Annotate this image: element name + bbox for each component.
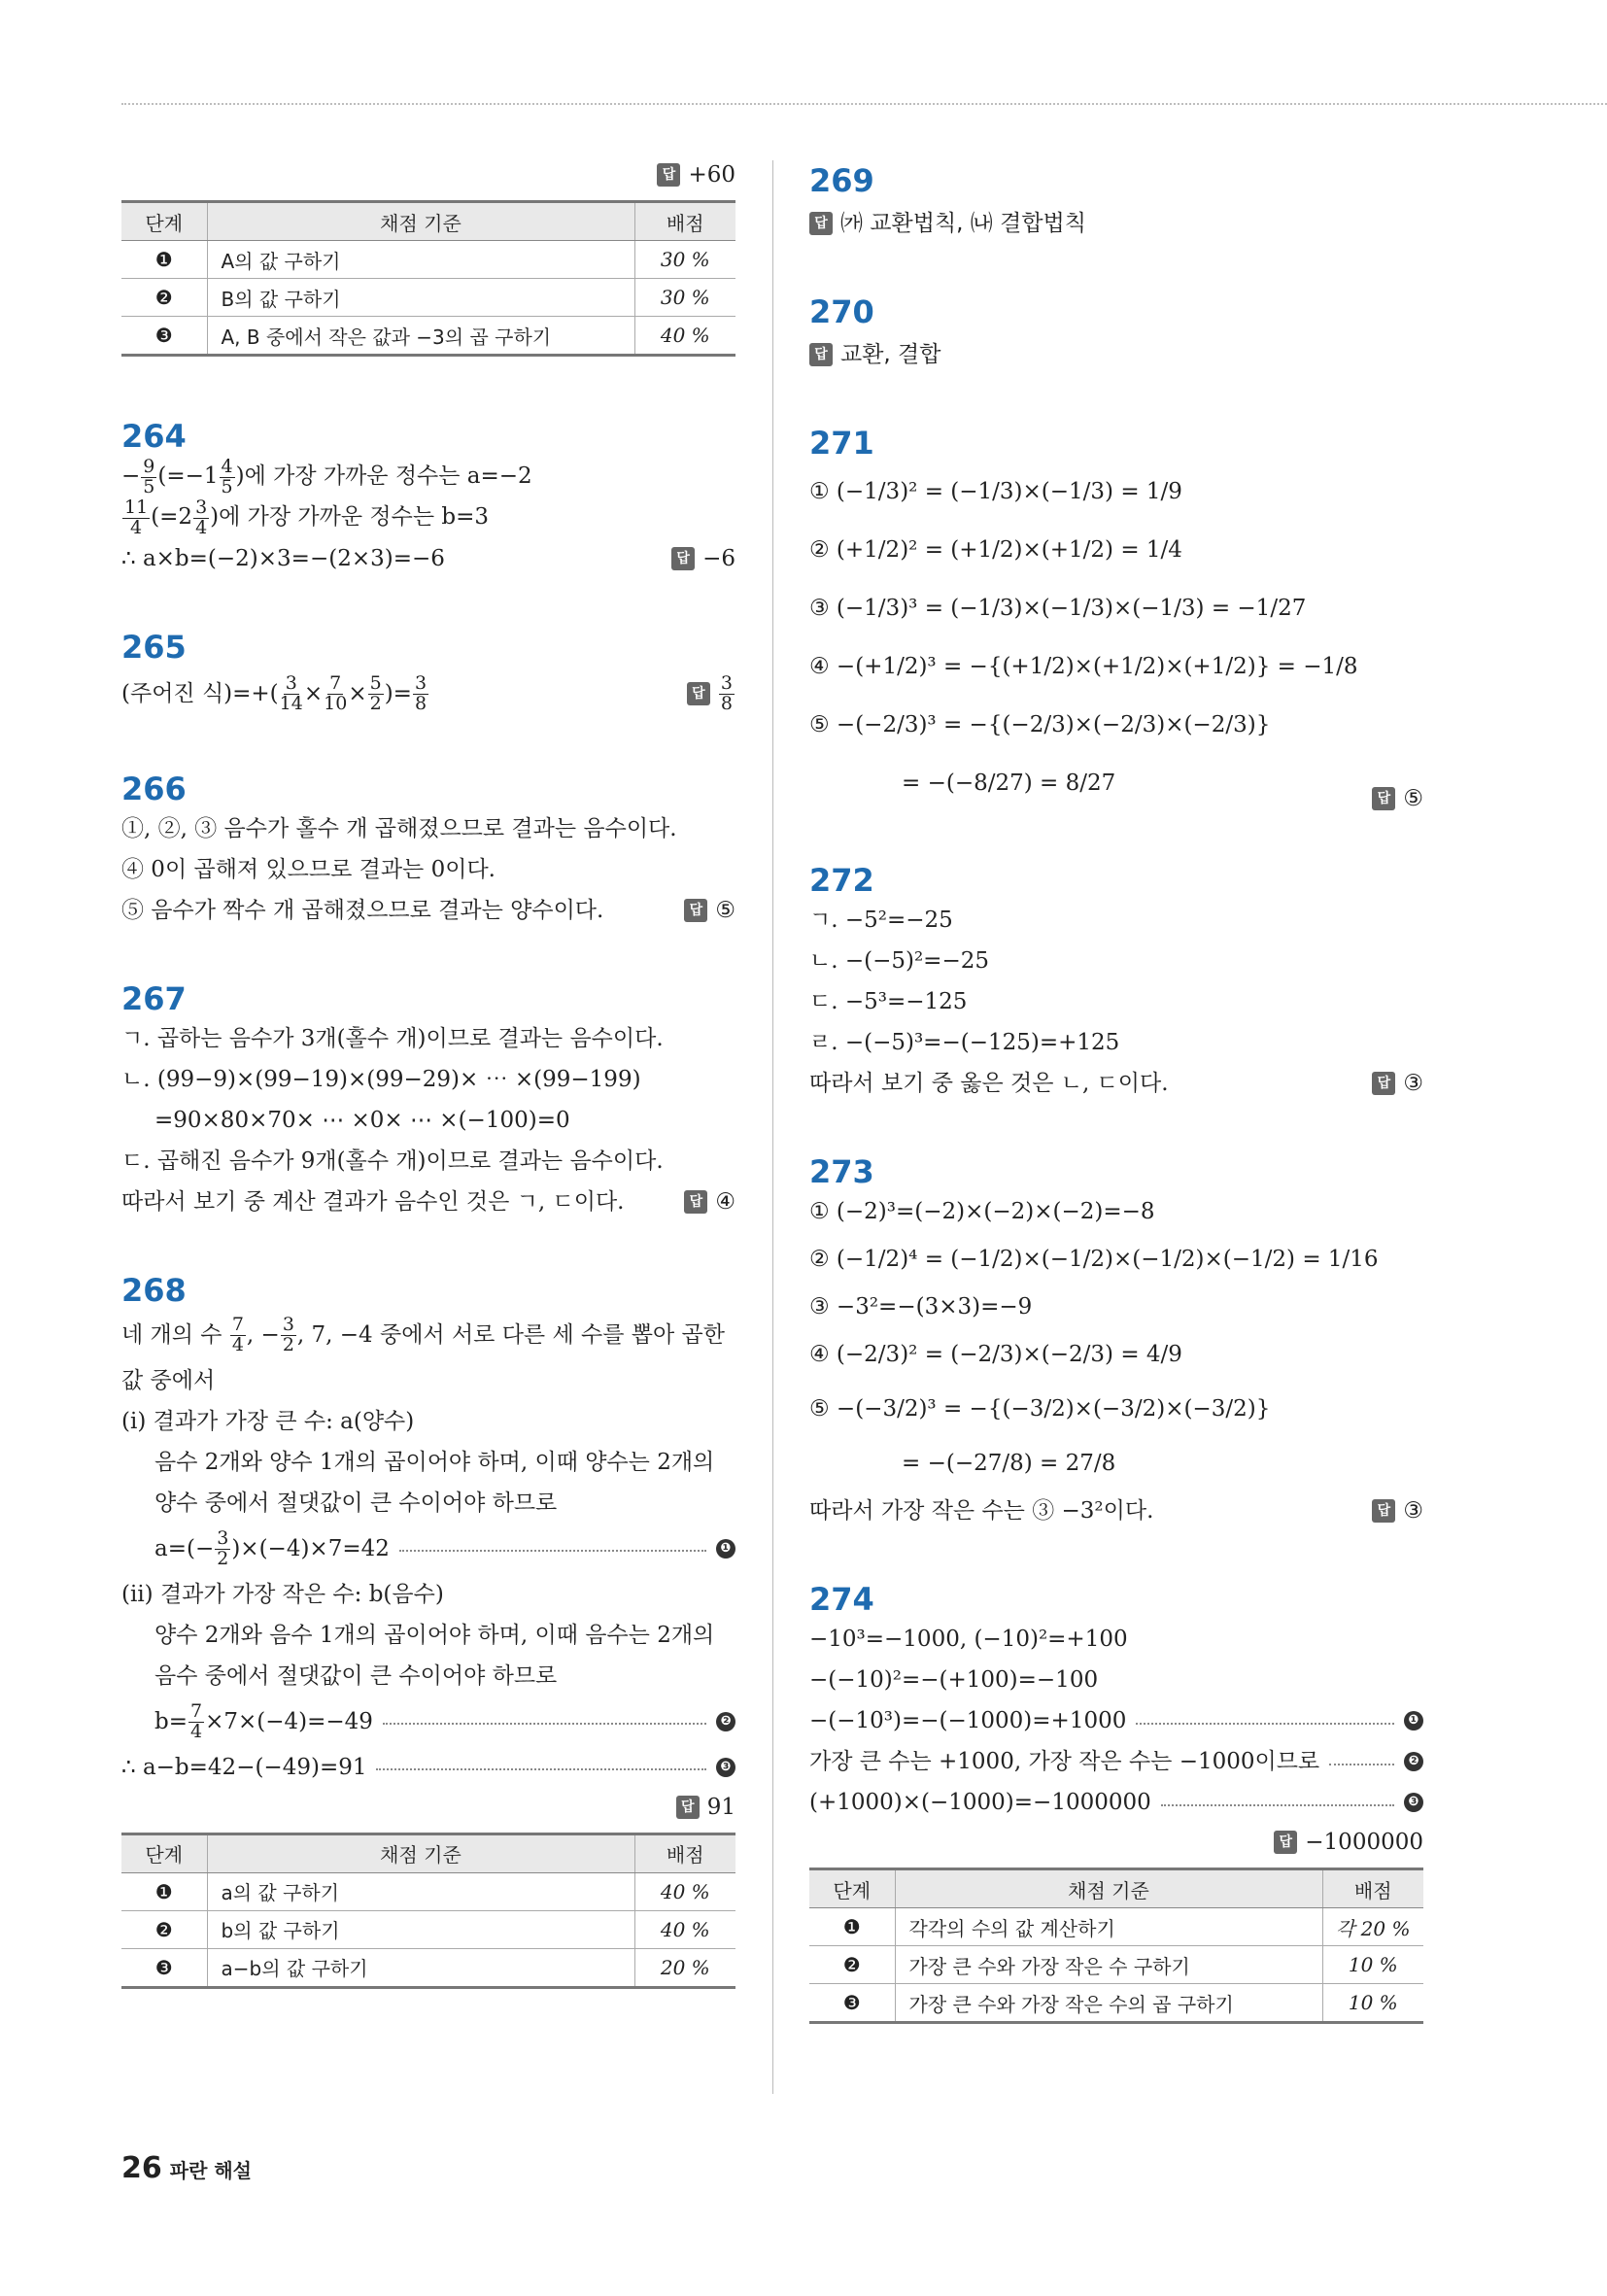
answer-badge-icon: 답 — [676, 1796, 700, 1819]
answer-263: 답 +60 — [121, 155, 735, 194]
p274-line-4: 가장 큰 수는 +1000, 가장 작은 수는 −1000이므로 ❷ — [809, 1741, 1423, 1782]
step-marker-1: ❶ — [716, 1539, 735, 1559]
p267-line-3: =90×80×70× ⋯ ×0× ⋯ ×(−100)=0 — [154, 1107, 570, 1133]
step-marker-1: ❶ — [1404, 1711, 1423, 1731]
problem-number-266: 266 — [121, 770, 187, 807]
p273-line-6: = −(−27/8) = 27/8 — [902, 1451, 1116, 1476]
p271-line-3: ③ (−1/3)³ = (−1/3)×(−1/3)×(−1/3) = −1/27 — [809, 596, 1307, 621]
step-marker-3: ❸ — [1404, 1793, 1423, 1812]
p264-line-1: − $\frac{9}{5}$ (=−1 $\frac{4}{5}$ )에 가장 가까운 정수는 a=−2 — [121, 455, 532, 497]
page-footer — [121, 2151, 252, 2185]
p268-line-7: (ⅱ) 결과가 가장 작은 수: b(음수) — [121, 1581, 444, 1607]
problem-number-273: 273 — [809, 1153, 874, 1190]
th-step: 단계 — [121, 202, 207, 241]
table-row: ❷ B의 값 구하기 30 % — [121, 279, 735, 317]
problem-number-265: 265 — [121, 628, 187, 666]
problem-number-274: 274 — [809, 1581, 874, 1618]
answer-badge-icon: 답 — [1274, 1831, 1297, 1854]
answer-badge-icon: 답 — [1372, 787, 1395, 810]
p272-line-4: ㄹ. −(−5)³=−(−125)=+125 — [809, 1030, 1120, 1055]
scoring-table-268: 단계 채점 기준 배점 ❶ a의 값 구하기 40 % ❷ b의 값 구하기 40 % ❸ a−b의 값 구하기 20 % — [121, 1833, 735, 1989]
table-row: ❶ a의 값 구하기 40 % — [121, 1872, 735, 1910]
p271-line-2: ② (+1/2)² = (+1/2)×(+1/2) = 1/4 — [809, 537, 1182, 563]
p272-line-5: 따라서 보기 중 옳은 것은 ㄴ, ㄷ이다. 답 ③ — [809, 1071, 1423, 1096]
th-score: 배점 — [634, 202, 735, 241]
p266-line-2: ④ 0이 곱해져 있으므로 결과는 0이다. — [121, 856, 496, 882]
answer-274: 답 −1000000 — [809, 1823, 1423, 1862]
table-row: ❷ b의 값 구하기 40 % — [121, 1910, 735, 1948]
answer-269: 답 ㈎ 교환법칙, ㈏ 결합법칙 — [809, 200, 1423, 244]
answer-badge-icon: 답 — [687, 682, 710, 705]
p264-line-2: $\frac{11}{4}$ (=2 $\frac{3}{4}$ )에 가장 가까운 정수는 b=3 — [124, 497, 489, 538]
page-number: 26 — [121, 2151, 162, 2185]
p274-line-5: (+1000)×(−1000)=−1000000 ❸ — [809, 1782, 1423, 1823]
p266-line-3: ⑤ 음수가 짝수 개 곱해졌으므로 결과는 양수이다. 답 ⑤ — [121, 897, 735, 923]
answer-270: 답 교환, 결합 — [809, 331, 1423, 375]
problem-number-268: 268 — [121, 1271, 187, 1309]
scoring-table-263 — [121, 200, 735, 357]
p272-line-3: ㄷ. −5³=−125 — [809, 989, 968, 1014]
p268-line-3: (ⅰ) 결과가 가장 큰 수: a(양수) — [121, 1408, 415, 1434]
p268-line-5: 양수 중에서 절댓값이 큰 수이어야 하므로 — [154, 1490, 558, 1516]
page-label: 파란 해설 — [169, 2159, 252, 2182]
table-row: ❸ A, B 중에서 작은 값과 −3의 곱 구하기 40 % — [121, 317, 735, 356]
p274-line-2: −(−10)²=−(+100)=−100 — [809, 1667, 1099, 1693]
p265-line-1: (주어진 식)=+( $\frac{3}{14}$ × $\frac{7}{10}$ × $\frac{5}{2}$ )= $\frac{3}{8}$ 답 3 8 — [121, 671, 733, 715]
answer-badge-icon: 답 — [684, 1190, 707, 1214]
answer-badge-icon: 답 — [671, 547, 695, 570]
p273-line-2: ② (−1/2)⁴ = (−1/2)×(−1/2)×(−1/2)×(−1/2) = 1/16 — [809, 1247, 1379, 1272]
p272-line-2: ㄴ. −(−5)²=−25 — [809, 948, 989, 974]
right-column — [809, 155, 1423, 2024]
answer-badge-icon: 답 — [1372, 1072, 1395, 1095]
problem-number-270: 270 — [809, 293, 874, 330]
problem-number-267: 267 — [121, 979, 187, 1017]
answer-badge-icon: 답 — [684, 899, 707, 922]
table-row: ❸ 가장 큰 수와 가장 작은 수의 곱 구하기 10 % — [809, 1984, 1423, 2023]
p267-line-1: ㄱ. 곱하는 음수가 3개(홀수 개)이므로 결과는 음수이다. — [121, 1025, 664, 1051]
top-dotted-rule — [121, 103, 1607, 105]
p268-line-11: ∴ a−b=42−(−49)=91 ❸ — [121, 1747, 735, 1788]
answer-badge-icon: 답 — [1372, 1499, 1395, 1523]
p268-line-8: 양수 2개와 음수 1개의 곱이어야 하며, 이때 음수는 2개의 — [154, 1622, 715, 1648]
p273-line-4: ④ (−2/3)² = (−2/3)×(−2/3) = 4/9 — [809, 1342, 1182, 1367]
p274-line-3: −(−10³)=−(−1000)=+1000 ❶ — [809, 1700, 1423, 1741]
p273-line-3: ③ −3²=−(3×3)=−9 — [809, 1294, 1033, 1319]
p273-line-7: 따라서 가장 작은 수는 ③ −3²이다. 답 ③ — [809, 1498, 1423, 1524]
answer-badge-icon: 답 — [657, 163, 680, 187]
p271-line-4: ④ −(+1/2)³ = −{(+1/2)×(+1/2)×(+1/2)} = −1/8 — [809, 654, 1358, 679]
scoring-table-274: 단계 채점 기준 배점 ❶ 각각의 수의 값 계산하기 각 20 % ❷ 가장 큰 수와 가장 작은 수 구하기 10 % ❸ 가장 큰 수와 가장 작은 수의 곱 구하기 10 % — [809, 1868, 1423, 2024]
p274-line-1: −10³=−1000, (−10)²=+100 — [809, 1627, 1128, 1652]
step-marker-2: ❷ — [1404, 1752, 1423, 1771]
p268-line-9: 음수 중에서 절댓값이 큰 수이어야 하므로 — [154, 1662, 558, 1689]
table-row: ❶ A의 값 구하기 30 % — [121, 241, 735, 279]
column-divider — [772, 160, 773, 2094]
answer-badge-icon: 답 — [809, 343, 833, 366]
step-marker-3: ❸ — [716, 1758, 735, 1777]
table-row: ❷ 가장 큰 수와 가장 작은 수 구하기 10 % — [809, 1946, 1423, 1984]
p273-line-1: ① (−2)³=(−2)×(−2)×(−2)=−8 — [809, 1199, 1155, 1224]
p267-line-2: ㄴ. (99−9)×(99−19)×(99−29)× ⋯ ×(99−199) — [121, 1066, 641, 1092]
p268-line-10: b= $\frac{7}{4}$ ×7×(−4)=−49 ❷ — [121, 1696, 735, 1747]
table-row: ❸ a−b의 값 구하기 20 % — [121, 1948, 735, 1987]
p268-line-6: a=(− $\frac{3}{2}$ )×(−4)×7=42 ❶ — [121, 1524, 735, 1574]
p272-line-1: ㄱ. −5²=−25 — [809, 908, 953, 933]
answer-badge-icon: 답 — [809, 212, 833, 235]
p266-line-1: ①, ②, ③ 음수가 홀수 개 곱해졌으므로 결과는 음수이다. — [121, 815, 677, 841]
p268-line-4: 음수 2개와 양수 1개의 곱이어야 하며, 이때 양수는 2개의 — [154, 1449, 715, 1475]
p271-line-1: ① (−1/3)² = (−1/3)×(−1/3) = 1/9 — [809, 479, 1182, 504]
p273-line-5: ⑤ −(−3/2)³ = −{(−3/2)×(−3/2)×(−3/2)} — [809, 1396, 1271, 1422]
p268-line-2: 값 중에서 — [121, 1367, 216, 1393]
problem-number-272: 272 — [809, 862, 874, 899]
p267-line-4: ㄷ. 곱해진 음수가 9개(홀수 개)이므로 결과는 음수이다. — [121, 1148, 664, 1174]
left-column — [121, 155, 735, 1989]
problem-number-269: 269 — [809, 162, 874, 199]
problem-number-271: 271 — [809, 425, 874, 462]
p267-line-5: 따라서 보기 중 계산 결과가 음수인 것은 ㄱ, ㄷ이다. 답 ④ — [121, 1188, 735, 1215]
p268-line-1: 네 개의 수 $\frac{7}{4}$ , − $\frac{3}{2}$ , 7, −4 중에서 서로 다른 세 수를 뽑아 곱한 — [121, 1314, 725, 1356]
answer-268: 답 91 — [121, 1788, 735, 1827]
p264-line-3: ∴ a×b=(−2)×3=−(2×3)=−6 답 −6 — [121, 545, 735, 571]
p271-line-6: = −(−8/27) = 8/27 답 ⑤ — [902, 771, 1423, 811]
th-criteria: 채점 기준 — [207, 202, 634, 241]
table-row: ❶ 각각의 수의 값 계산하기 각 20 % — [809, 1908, 1423, 1946]
p271-line-5: ⑤ −(−2/3)³ = −{(−2/3)×(−2/3)×(−2/3)} — [809, 712, 1271, 737]
problem-number-264: 264 — [121, 418, 187, 455]
step-marker-2: ❷ — [716, 1712, 735, 1731]
